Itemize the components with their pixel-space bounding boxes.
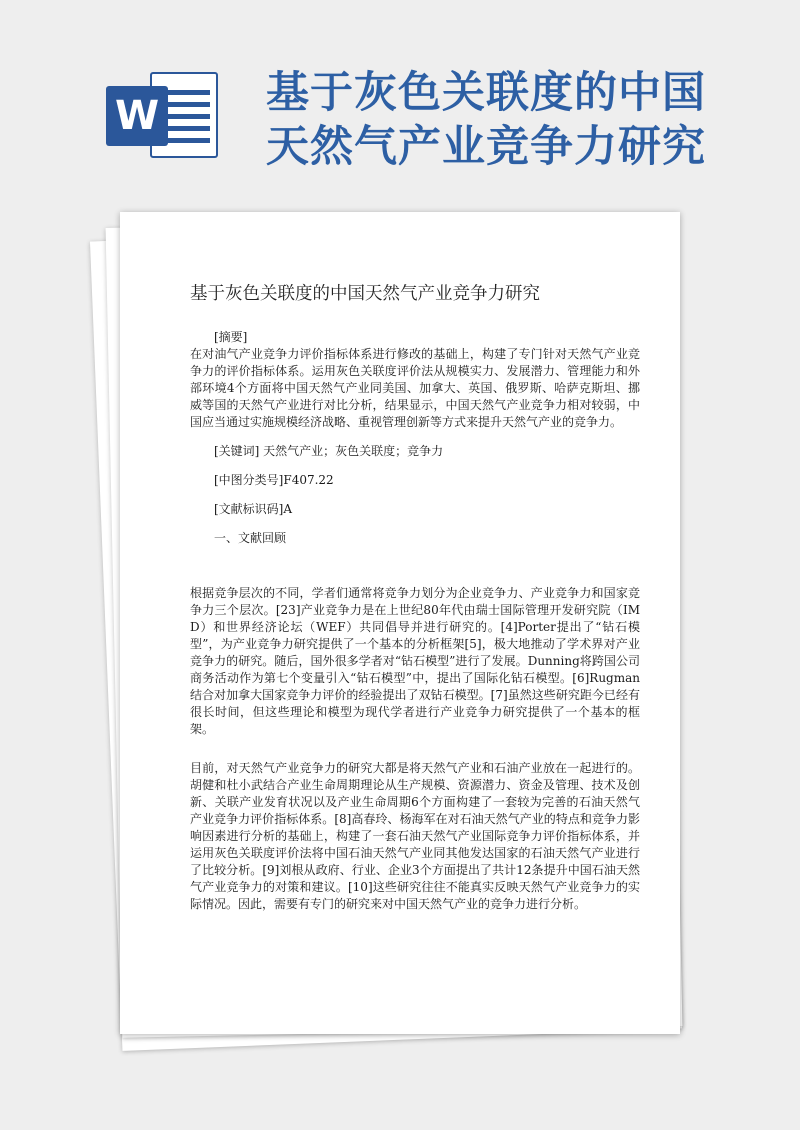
document-code: [文献标识码]A (214, 502, 293, 516)
section-heading: 一、文献回顾 (214, 531, 287, 545)
banner-title (266, 66, 786, 174)
paragraph-2: 目前，对天然气产业竞争力的研究大都是将天然气产业和石油产业放在一起进行的。胡健和杜小武结合产业生命周期理论从生产规模、资源潜力、资金及管理、技术及创新、关联产业发育状况以及产业生命周期6个方面构建了一套较为完善的石油天然气产业竞争力评价指标体系。[8]高春玲、杨海军在对石油天然气产业的特点和竞争力影响因素进行分析的基础上，构建了一套石油天然气产业国际竞争力评价指标体系，并运用灰色关联度评价法将中国石油天然气产业同其他发达国家的石油天然气产业进行了比较分析。[9]刘根从政府、行业、企业3个方面提出了共计12条提升中国石油天然气产业竞争力的对策和建议。[10]这些研究往往不能真实反映天然气产业竞争力的实际情况。因此，需要有专门的研究来对中国天然气产业的竞争力进行分析。 (190, 761, 640, 911)
abstract-text: 在对油气产业竞争力评价指标体系进行修改的基础上，构建了专门针对天然气产业竞争力的评价指标体系。运用灰色关联度评价法从规模实力、发展潜力、管理能力和外部环境4个方面将中国天然气产业同美国、加拿大、英国、俄罗斯、哈萨克斯坦、挪威等国的天然气产业进行对比分析，结果显示，中国天然气产业竞争力相对较弱，中国应当通过实施规模经济战略、重视管理创新等方式来提升天然气产业的竞争力。 (190, 347, 640, 429)
paragraph-1: 根据竞争层次的不同，学者们通常将竞争力划分为企业竞争力、产业竞争力和国家竞争力三个层次。[23]产业竞争力是在上世纪80年代由瑞士国际管理开发研究院（IMD）和世界经济论坛（WEF）共同倡导并进行研究的。[4]Porter提出了“钻石模型”，为产业竞争力研究提供了一个基本的分析框架[5]，极大地推动了学术界对产业竞争力的研究。随后，国外很多学者对“钻石模型”进行了发展。Dunning将跨国公司商务活动作为第七个变量引入“钻石模型”中，提出了国际化钻石模型。[6]Rugman结合对加拿大国家竞争力评价的经验提出了双钻石模型。[7]虽然这些研究距今已经有很长时间，但这些理论和模型为现代学者进行产业竞争力研究提供了一个基本的框架。 (190, 586, 640, 736)
banner-title-line-1: 基于灰色关联度的中国 (266, 68, 706, 118)
keywords: [关键词] 天然气产业；灰色关联度；竞争力 (214, 444, 444, 458)
clc-number: [中图分类号]F407.22 (214, 473, 334, 487)
word-document-icon (106, 72, 224, 158)
banner (0, 0, 800, 215)
document-content (190, 281, 640, 913)
banner-title-line-2: 天然气产业竞争力研究 (266, 122, 706, 172)
word-letter-badge: W (106, 86, 168, 146)
document-title: 基于灰色关联度的中国天然气产业竞争力研究 (190, 284, 540, 304)
abstract-label: [摘要] (214, 330, 248, 344)
